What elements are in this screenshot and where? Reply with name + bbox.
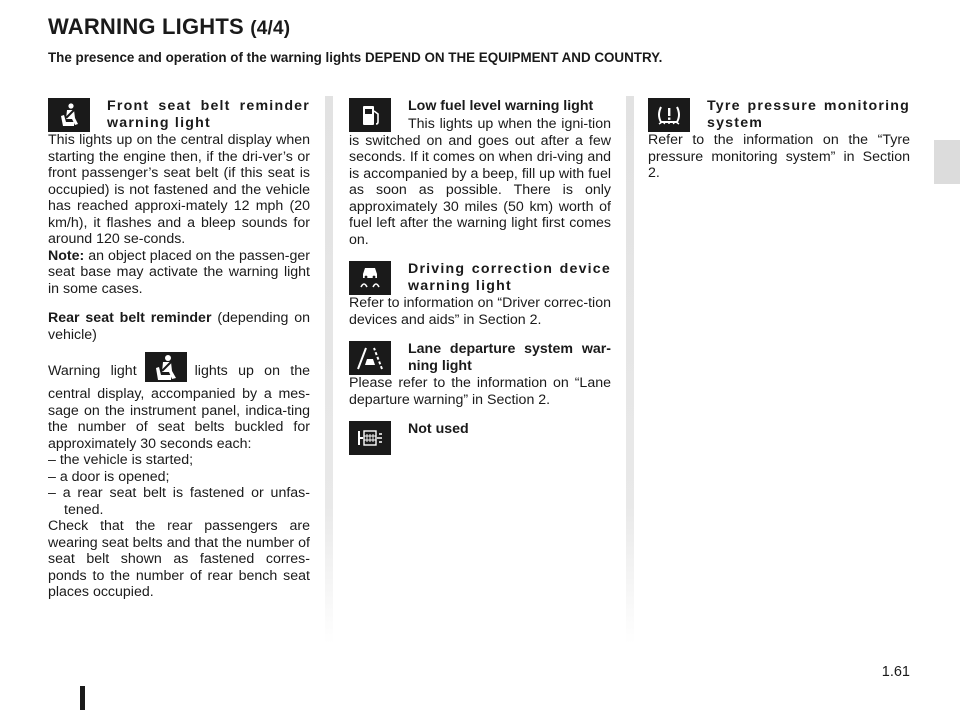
tyre-block [648,98,910,182]
page-title-suffix: (4/4) [250,18,291,39]
rear-warning-text [48,356,310,452]
fuel-description: This lights up when the igni-tion is switched on and goes out after a few seconds. If it comes on when dri-ving and is accompanied by a beep, fill up with fuel as soon as possible. There is only approximately 30 miles (50 km) worth of fuel left after the warning light first comes on. [349,116,611,248]
driving-correction-block [349,261,611,328]
condition-item: – a door is opened; [48,468,170,485]
rear-seatbelt-qualifier: (depending on vehicle) [48,310,310,343]
rear-warning-conditions [48,452,310,518]
page-title-text: WARNING LIGHTS [48,14,244,39]
rear-warning-block [48,356,310,601]
rear-seatbelt-heading [48,310,310,343]
lane-departure-block [349,341,611,408]
page-marker [80,686,85,710]
fuel-pump-icon [349,98,391,132]
page-number: 1.61 [881,664,910,680]
seatbelt-inline-icon [145,352,187,382]
fuel-block [349,98,611,248]
seatbelt-description: This lights up on the central display when starting the engine then, if the dri-ver’s or front passenger’s seat belt (if this seat is occupied) is not fastened and the vehicle has reached approxi-mately 12 mph (20 km/h), it flashes and a bleep sounds for around 120 se-conds. [48,132,310,247]
warning-before: Warning light [48,362,137,379]
tyre-description: Refer to the information on the “Tyre pressure monitoring system” in Section 2. [648,132,910,181]
driving-heading [349,261,611,295]
rear-warning-closing: Check that the rear passengers are wearing seat belts and that the number of seat belt shown as fastened corres-ponds to the number of rear bench seat places occupied. [48,518,310,600]
lane-departure-icon [349,341,391,375]
lane-description: Please refer to the information on “Lane departure warning” in Section 2. [349,375,611,408]
tyre-title: Tyre pressure monitoring system [707,98,910,131]
rear-seatbelt-label: Rear seat belt reminder [48,310,212,326]
not-used-block [349,421,611,455]
tyre-heading [648,98,910,132]
note-text: an object placed on the passen-ger seat base may activate the warning light in some cases. [48,247,310,297]
tyre-pressure-icon [648,98,690,132]
column-left [48,98,310,601]
column-right [648,98,910,195]
condition-item: – a rear seat belt is fastened or unfas-tened. [48,485,310,518]
seatbelt-icon [48,98,90,132]
driving-title: Driving correction device warning light [408,261,611,294]
lane-title: Lane departure system war-ning light [408,341,611,374]
column-divider-left [325,96,333,644]
driving-description: Refer to information on “Driver correc-tion devices and aids” in Section 2. [349,295,611,328]
fuel-heading [349,98,611,116]
column-middle [349,98,611,468]
matrix-lamp-icon [349,421,391,455]
seatbelt-title: Front seat belt reminder warning light [107,98,310,131]
not-used-title: Not used [408,421,469,437]
note-label: Note: [48,247,85,264]
not-used-heading [349,421,611,455]
column-divider-right [626,96,634,644]
skidding-car-icon [349,261,391,295]
rear-seatbelt-block [48,310,310,343]
section-tab [934,140,960,184]
seatbelt-heading [48,98,310,132]
warning-after: lights up on the central display, accompanied by a mes-sage on the instrument panel, indica-ting the number of seat belts buckled for approximately 30 seconds each: [48,362,310,452]
lane-heading [349,341,611,375]
fuel-title: Low fuel level warning light [408,98,594,114]
seatbelt-note [48,248,310,298]
page-subtitle: The presence and operation of the warning lights DEPEND ON THE EQUIPMENT AND COUNTRY. [48,50,663,65]
condition-item: – the vehicle is started; [48,452,194,468]
page-title [48,14,290,40]
seatbelt-block [48,98,310,297]
